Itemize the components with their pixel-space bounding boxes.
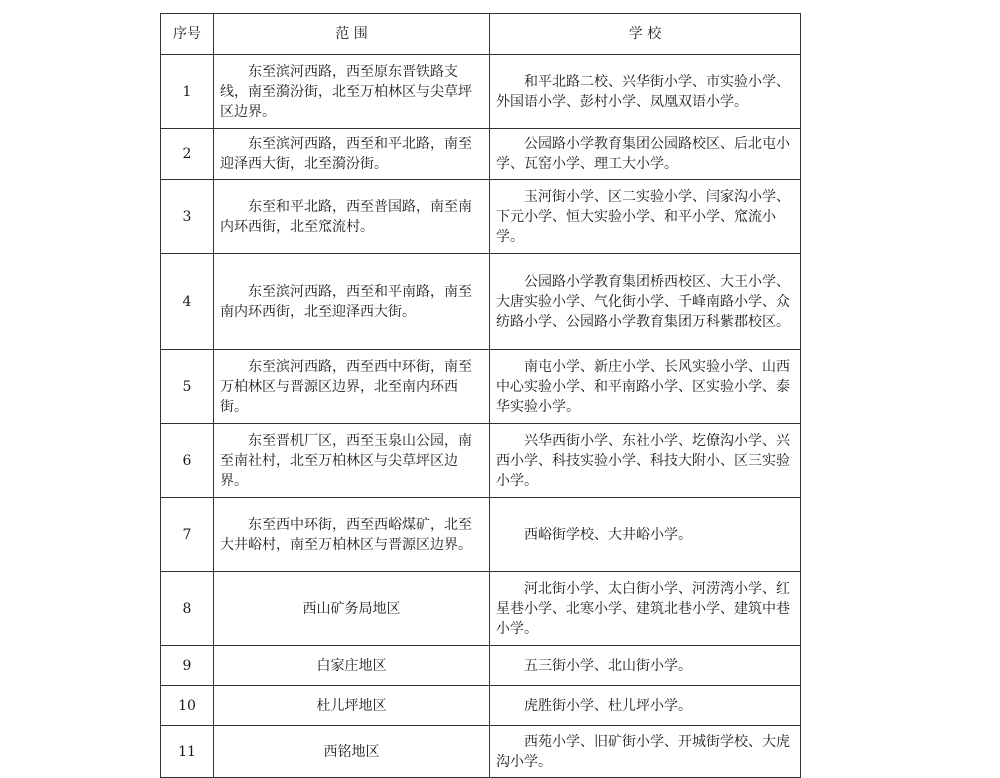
- table-row: [161, 686, 801, 726]
- school-cell: [490, 129, 801, 180]
- school-text: 南屯小学、新庄小学、长风实验小学、山西中心实验小学、和平南路小学、区实验小学、泰华实验小学。: [496, 358, 790, 415]
- range-text: 杜儿坪地区: [316, 697, 387, 714]
- school-text: 西峪街学校、大井峪小学。: [524, 526, 692, 543]
- school-text: 公园路小学教育集团桥西校区、大王小学、大唐实验小学、气化街小学、千峰南路小学、众纺路小学、公园路小学教育集团万科紫郡校区。: [496, 273, 790, 330]
- row-number: 7: [161, 498, 214, 572]
- table-row: [161, 254, 801, 350]
- row-number: 3: [161, 180, 214, 254]
- table-row: [161, 572, 801, 646]
- range-text: 西山矿务局地区: [302, 600, 401, 617]
- range-cell: [214, 572, 490, 646]
- range-text: 东至和平北路，西至普国路，南至南内环西街，北至窊流村。: [220, 198, 472, 235]
- row-number: 5: [161, 350, 214, 424]
- table-row: [161, 55, 801, 129]
- header-school: 学 校: [490, 14, 801, 55]
- range-text: 东至滨河西路，西至原东晋铁路支线，南至漪汾街，北至万柏林区与尖草坪区边界。: [220, 63, 472, 120]
- row-number: 6: [161, 424, 214, 498]
- header-range: 范 围: [214, 14, 490, 55]
- school-text: 兴华西街小学、东社小学、圪僚沟小学、兴西小学、科技实验小学、科技大附小、区三实验小学。: [496, 432, 790, 489]
- header-row: [161, 14, 801, 55]
- table-row: [161, 646, 801, 686]
- table-row: [161, 180, 801, 254]
- school-cell: [490, 572, 801, 646]
- range-text: 西铭地区: [323, 743, 380, 760]
- school-cell: [490, 55, 801, 129]
- row-number: 1: [161, 55, 214, 129]
- school-text: 西苑小学、旧矿街小学、开城街学校、大虎沟小学。: [496, 733, 790, 770]
- range-cell: [214, 180, 490, 254]
- range-cell: [214, 55, 490, 129]
- school-text: 河北街小学、太白街小学、河涝湾小学、红星巷小学、北寒小学、建筑北巷小学、建筑中巷小学。: [496, 580, 790, 637]
- range-text: 东至滨河西路，西至和平南路，南至南内环西街，北至迎泽西大街。: [220, 283, 472, 320]
- row-number: 9: [161, 646, 214, 686]
- school-cell: [490, 646, 801, 686]
- school-cell: [490, 350, 801, 424]
- range-cell: [214, 686, 490, 726]
- school-cell: [490, 726, 801, 778]
- school-cell: [490, 180, 801, 254]
- range-cell: [214, 424, 490, 498]
- range-cell: [214, 726, 490, 778]
- row-number: 2: [161, 129, 214, 180]
- table-row: [161, 498, 801, 572]
- row-number: 4: [161, 254, 214, 350]
- school-text: 和平北路二校、兴华街小学、市实验小学、外国语小学、彭村小学、凤凰双语小学。: [496, 73, 790, 110]
- table-row: [161, 129, 801, 180]
- table-row: [161, 350, 801, 424]
- school-cell: [490, 686, 801, 726]
- range-text: 东至滨河西路，西至西中环街，南至万柏林区与晋源区边界，北至南内环西街。: [220, 358, 472, 415]
- table-row: [161, 726, 801, 778]
- range-cell: [214, 129, 490, 180]
- range-text: 东至晋机厂区，西至玉泉山公园，南至南社村，北至万柏林区与尖草坪区边界。: [220, 432, 472, 489]
- school-cell: [490, 254, 801, 350]
- school-text: 五三街小学、北山街小学。: [524, 657, 692, 674]
- row-number: 10: [161, 686, 214, 726]
- range-cell: [214, 646, 490, 686]
- school-text: 公园路小学教育集团公园路校区、后北屯小学、瓦窑小学、理工大小学。: [496, 136, 790, 172]
- range-cell: [214, 254, 490, 350]
- school-cell: [490, 424, 801, 498]
- row-number: 8: [161, 572, 214, 646]
- school-text: 玉河街小学、区二实验小学、闫家沟小学、下元小学、恒大实验小学、和平小学、窊流小学。: [496, 188, 790, 245]
- range-text: 白家庄地区: [316, 657, 387, 674]
- range-cell: [214, 350, 490, 424]
- school-district-table: [160, 13, 801, 778]
- range-cell: [214, 498, 490, 572]
- table-row: [161, 424, 801, 498]
- range-text: 东至滨河西路，西至和平北路，南至迎泽西大街，北至漪汾街。: [220, 136, 472, 172]
- school-cell: [490, 498, 801, 572]
- school-text: 虎胜街小学、杜儿坪小学。: [524, 697, 692, 714]
- range-text: 东至西中环街，西至西峪煤矿，北至大井峪村，南至万柏林区与晋源区边界。: [220, 516, 472, 553]
- header-no: 序号: [161, 14, 214, 55]
- row-number: 11: [161, 726, 214, 778]
